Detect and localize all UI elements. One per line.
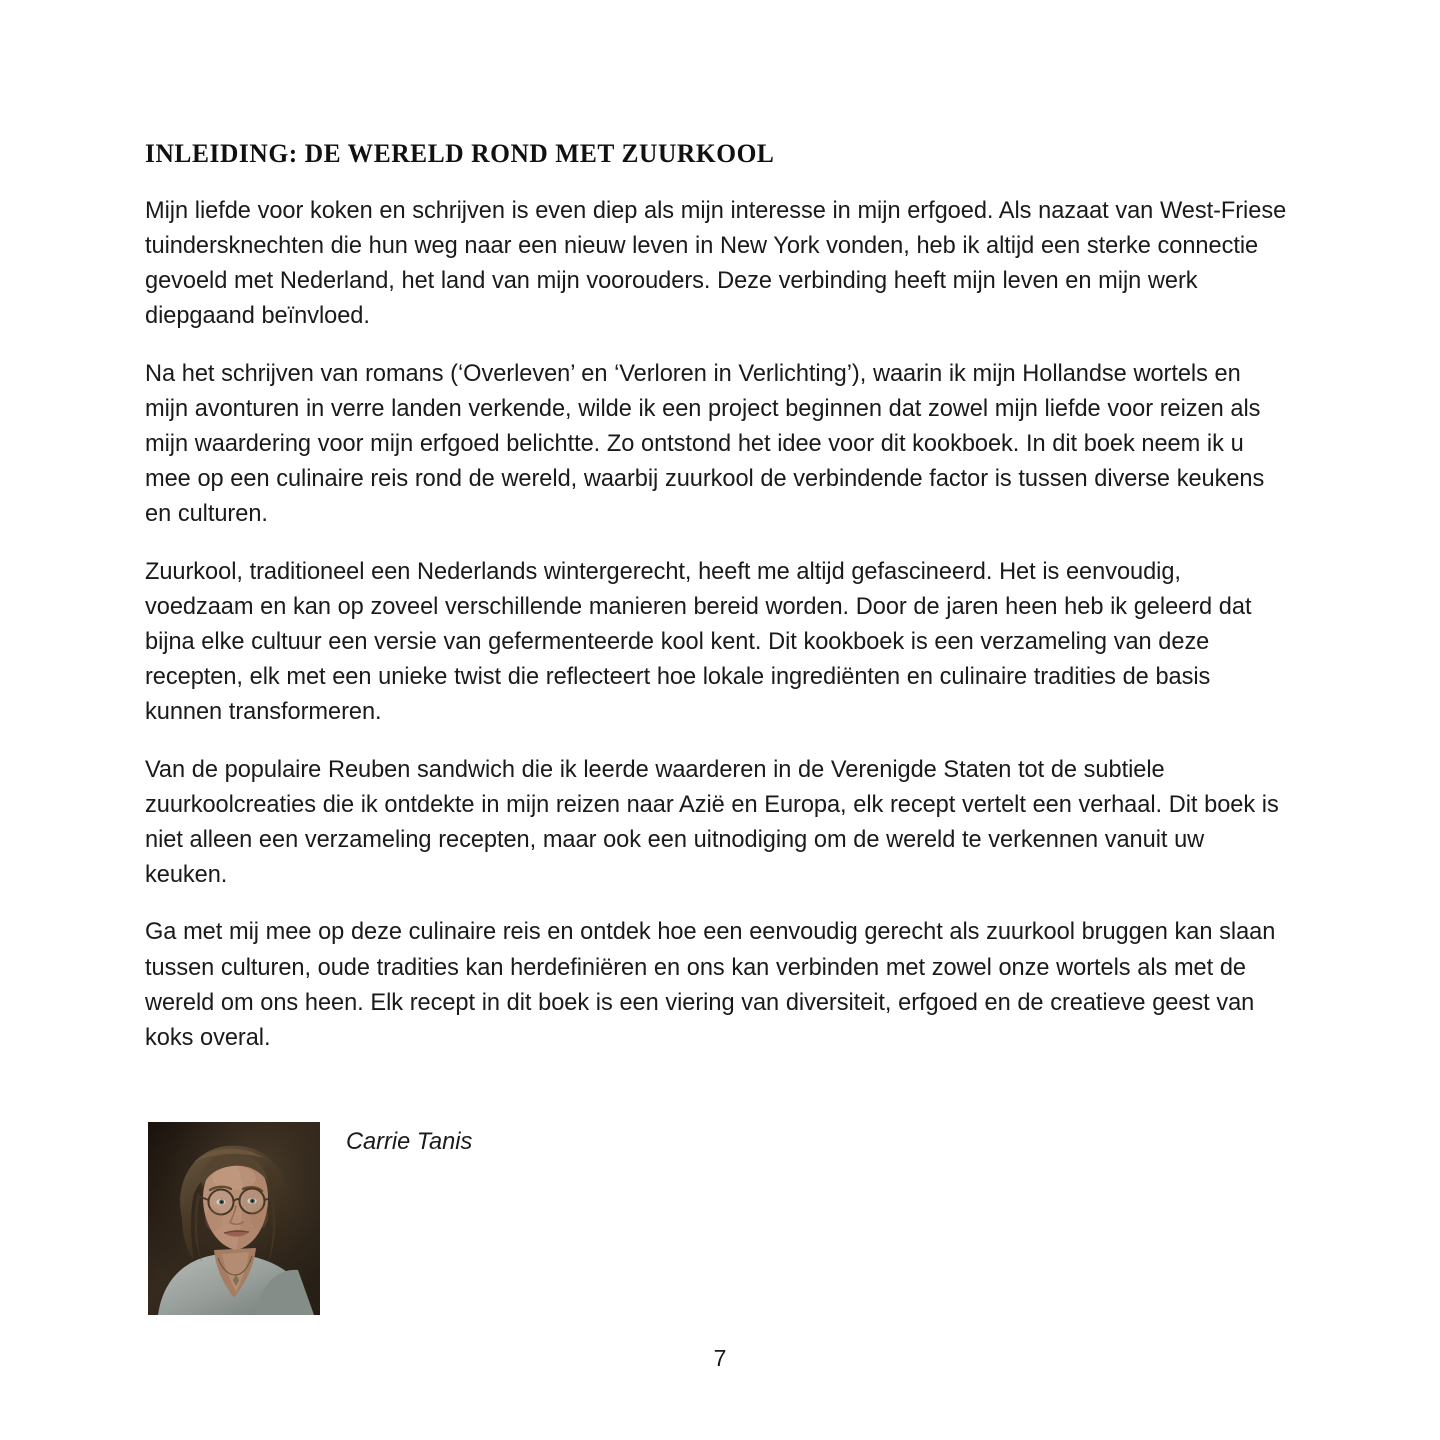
author-name: Carrie Tanis [346, 1129, 473, 1155]
document-content [145, 140, 1287, 1056]
author-signature-block [148, 1122, 472, 1315]
body-paragraph: Zuurkool, traditioneel een Nederlands wintergerecht, heeft me altijd gefascineerd. Het is eenvoudig, voedzaam en kan op zoveel verschillende manieren bereid worden. Door de jaren heen heb ik geleerd dat bijna elke cultuur een versie van gefermenteerde kool kent. Dit kookboek is een verzameling van deze recepten, elk met een unieke twist die reflecteert hoe lokale ingrediënten en culinaire tradities de basis kunnen transformeren. [145, 558, 1252, 726]
body-paragraph: Mijn liefde voor koken en schrijven is even diep als mijn interesse in mijn erfgoed. Als nazaat van West-Friese tuindersknechten die hun weg naar een nieuw leven in New York vonden, heb ik altijd een sterke connectie gevoeld met Nederland, het land van mijn voorouders. Deze verbinding heeft mijn leven en mijn werk diepgaand beïnvloed. [145, 197, 1287, 330]
page-title: INLEIDING: DE WERELD ROND MET ZUURKOOL [145, 138, 775, 168]
page-number: 7 [713, 1345, 727, 1371]
author-portrait-photo [148, 1122, 320, 1315]
body-paragraph: Van de populaire Reuben sandwich die ik leerde waarderen in de Verenigde Staten tot de subtiele zuurkoolcreaties die ik ontdekte in mijn reizen naar Azië en Europa, elk recept vertelt een verhaal. Dit boek is niet alleen een verzameling recepten, maar ook een uitnodiging om de wereld te verkennen vanuit uw keuken. [145, 756, 1279, 889]
body-paragraph: Ga met mij mee op deze culinaire reis en ontdek hoe een eenvoudig gerecht als zuurkool bruggen kan slaan tussen culturen, oude tradities kan herdefiniëren en ons kan verbinden met zowel onze wortels als met de wereld om ons heen. Elk recept in dit boek is een viering van diversiteit, erfgoed en de creatieve geest van koks overal. [145, 919, 1276, 1052]
body-paragraph: Na het schrijven van romans (‘Overleven’ en ‘Verloren in Verlichting’), waarin ik mijn Hollandse wortels en mijn avonturen in verre landen verkende, wilde ik een project beginnen dat zowel mijn liefde voor reizen als mijn waardering voor mijn erfgoed belichtte. Zo ontstond het idee voor dit kookboek. In dit boek neem ik u mee op een culinaire reis rond de wereld, waarbij zuurkool de verbindende factor is tussen diverse keukens en culturen. [145, 360, 1265, 528]
